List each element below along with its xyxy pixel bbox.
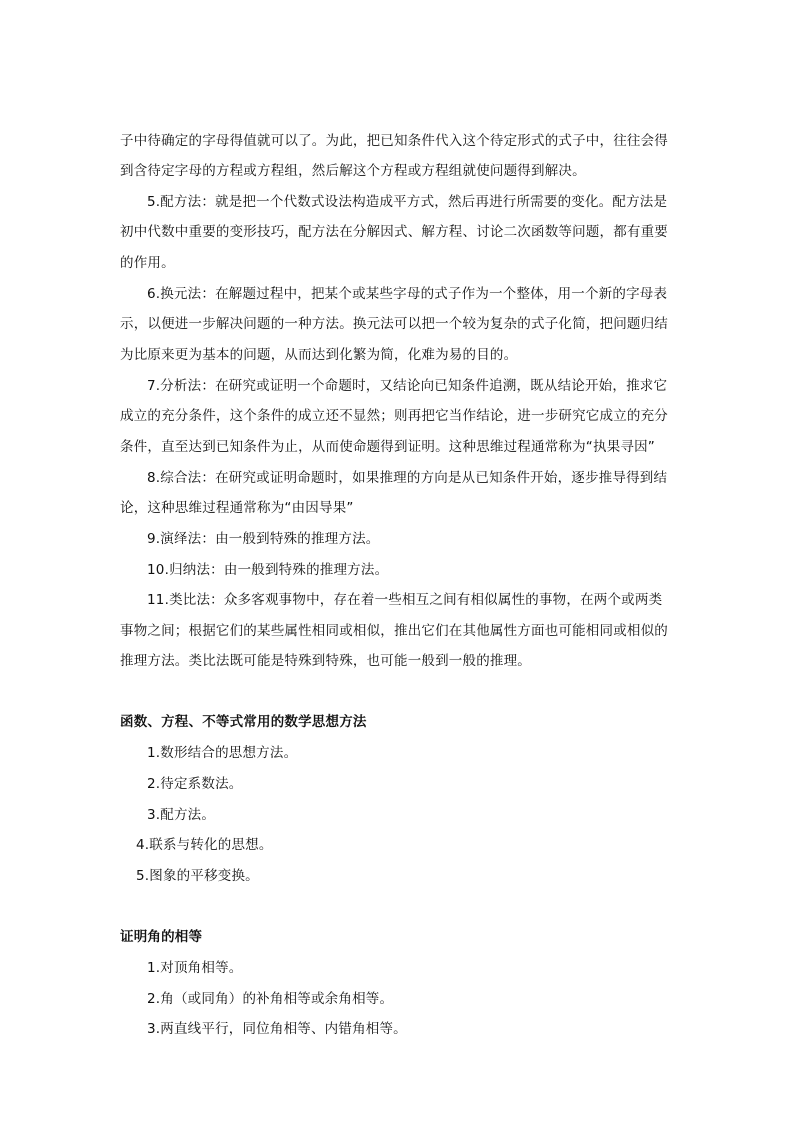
text-line: 7.分析法：在研究或证明一个命题时，又结论向已知条件追溯，既从结论开始，推求它	[147, 378, 668, 394]
text-line: 初中代数中重要的变形技巧，配方法在分解因式、解方程、讨论二次函数等问题，都有重要	[120, 224, 668, 240]
list-item: 2.角（或同角）的补角相等或余角相等。	[147, 991, 394, 1007]
text-line: 11.类比法：众多客观事物中，存在着一些相互之间有相似属性的事物，在两个或两类	[147, 592, 663, 608]
list-item: 3.两直线平行，同位角相等、内错角相等。	[147, 1021, 407, 1037]
text-line: 示，以便进一步解决问题的一种方法。换元法可以把一个较为复杂的式子化简，把问题归结	[120, 316, 668, 332]
list-item: 5.图象的平移变换。	[136, 868, 259, 884]
text-line: 成立的充分条件，这个条件的成立还不显然；则再把它当作结论，进一步研究它成立的充分	[120, 408, 668, 424]
text-line: 6.换元法：在解题过程中，把某个或某些字母的式子作为一个整体，用一个新的字母表	[147, 286, 668, 302]
text-line: 8.综合法：在研究或证明命题时，如果推理的方向是从已知条件开始，逐步推导得到结	[147, 470, 668, 486]
text-line: 到含待定字母的方程或方程组，然后解这个方程或方程组就使问题得到解决。	[120, 163, 586, 179]
text-line: 条件，直至达到已知条件为止，从而使命题得到证明。这种思维过程通常称为“执果寻因”	[120, 439, 655, 455]
list-item: 1.对顶角相等。	[147, 960, 243, 976]
text-line: 事物之间；根据它们的某些属性相同或相似，推出它们在其他属性方面也可能相同或相似的	[120, 623, 668, 639]
list-item: 4.联系与转化的思想。	[136, 837, 273, 853]
text-line: 9.演绎法：由一般到特殊的推理方法。	[147, 531, 380, 547]
text-line: 论，这种思维过程通常称为“由因导果”	[120, 500, 354, 516]
text-line: 为比原来更为基本的问题，从而达到化繁为简，化难为易的目的。	[120, 347, 518, 363]
text-line: 10.归纳法：由一般到特殊的推理方法。	[147, 562, 389, 578]
list-item: 2.待定系数法。	[147, 776, 243, 792]
text-line: 子中待确定的字母得值就可以了。为此，把已知条件代入这个待定形式的式子中，往往会得	[120, 133, 668, 149]
section-heading: 证明角的相等	[120, 929, 203, 945]
text-line: 5.配方法：就是把一个代数式设法构造成平方式，然后再进行所需要的变化。配方法是	[147, 194, 668, 210]
text-line: 推理方法。类比法既可能是特殊到特殊，也可能一般到一般的推理。	[120, 653, 531, 669]
section-heading: 函数、方程、不等式常用的数学思想方法	[120, 714, 367, 730]
list-item: 1.数形结合的思想方法。	[147, 745, 298, 761]
text-line: 的作用。	[120, 255, 175, 271]
list-item: 3.配方法。	[147, 807, 216, 823]
